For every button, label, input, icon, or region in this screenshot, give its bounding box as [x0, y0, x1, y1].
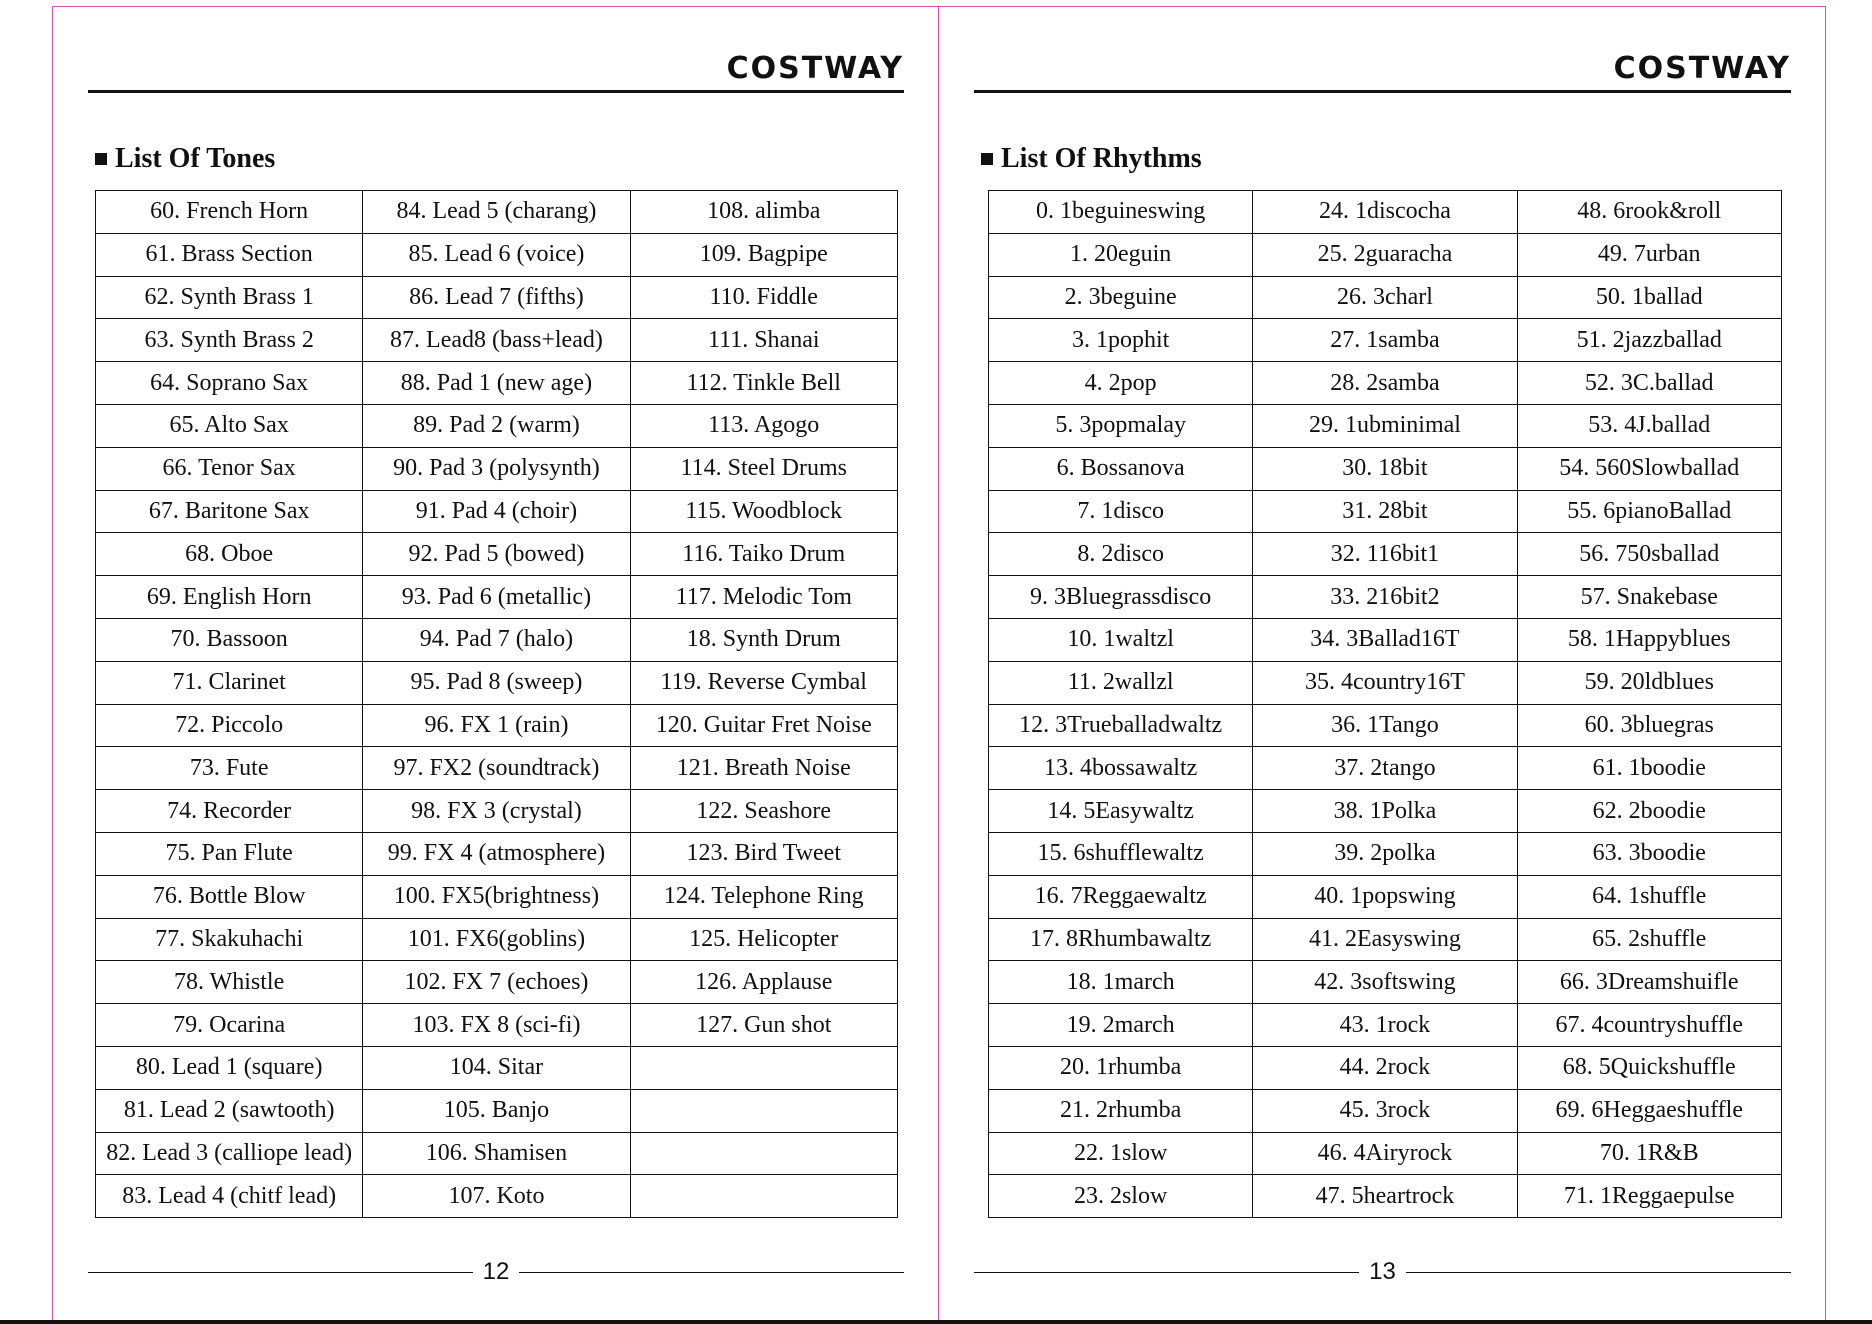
table-row: [96, 276, 898, 319]
table-cell: 55. 6pianoBallad: [1517, 490, 1781, 533]
table-cell: 86. Lead 7 (fifths): [363, 276, 630, 319]
table-row: [96, 1004, 898, 1047]
table-row: [989, 1089, 1782, 1132]
table-row: [96, 533, 898, 576]
table-cell: [630, 1132, 897, 1175]
rhythms-table-body: [989, 191, 1782, 1218]
table-cell: 124. Telephone Ring: [630, 875, 897, 918]
table-cell: [630, 1046, 897, 1089]
table-cell: 116. Taiko Drum: [630, 533, 897, 576]
page-number: 12: [482, 1258, 510, 1285]
footer-rule-left: [974, 1272, 1359, 1273]
table-row: [96, 704, 898, 747]
table-cell: 77. Skakuhachi: [96, 918, 363, 961]
table-row: [989, 447, 1782, 490]
table-cell: 17. 8Rhumbawaltz: [989, 918, 1253, 961]
table-cell: 19. 2march: [989, 1004, 1253, 1047]
table-cell: 113. Agogo: [630, 404, 897, 447]
table-row: [96, 233, 898, 276]
table-cell: 120. Guitar Fret Noise: [630, 704, 897, 747]
table-cell: 60. French Horn: [96, 191, 363, 234]
table-row: [989, 961, 1782, 1004]
table-cell: 69. 6Heggaeshuffle: [1517, 1089, 1781, 1132]
table-cell: 21. 2rhumba: [989, 1089, 1253, 1132]
table-cell: 95. Pad 8 (sweep): [363, 661, 630, 704]
header-rule: [88, 90, 904, 93]
table-row: [96, 1089, 898, 1132]
table-cell: 114. Steel Drums: [630, 447, 897, 490]
table-cell: 122. Seashore: [630, 790, 897, 833]
table-cell: 61. 1boodie: [1517, 747, 1781, 790]
table-cell: 60. 3bluegras: [1517, 704, 1781, 747]
table-cell: 42. 3softswing: [1253, 961, 1517, 1004]
table-cell: 46. 4Airyrock: [1253, 1132, 1517, 1175]
table-cell: 127. Gun shot: [630, 1004, 897, 1047]
table-cell: 14. 5Easywaltz: [989, 790, 1253, 833]
table-cell: 76. Bottle Blow: [96, 875, 363, 918]
table-row: [96, 618, 898, 661]
section-title-tones: [95, 143, 275, 175]
table-cell: 75. Pan Flute: [96, 832, 363, 875]
table-cell: 119. Reverse Cymbal: [630, 661, 897, 704]
table-cell: 91. Pad 4 (choir): [363, 490, 630, 533]
table-row: [989, 875, 1782, 918]
table-cell: 39. 2polka: [1253, 832, 1517, 875]
table-cell: 25. 2guaracha: [1253, 233, 1517, 276]
table-cell: 105. Banjo: [363, 1089, 630, 1132]
table-cell: 6. Bossanova: [989, 447, 1253, 490]
table-cell: 50. 1ballad: [1517, 276, 1781, 319]
table-row: [989, 490, 1782, 533]
table-row: [96, 747, 898, 790]
table-cell: 31. 28bit: [1253, 490, 1517, 533]
tones-table-body: [96, 191, 898, 1218]
table-cell: 72. Piccolo: [96, 704, 363, 747]
table-row: [96, 1132, 898, 1175]
table-cell: 64. Soprano Sax: [96, 362, 363, 405]
section-title-rhythms: [981, 143, 1202, 175]
left-page: [52, 6, 939, 1322]
table-row: [989, 319, 1782, 362]
table-cell: 32. 116bit1: [1253, 533, 1517, 576]
table-cell: 79. Ocarina: [96, 1004, 363, 1047]
table-cell: 1. 20eguin: [989, 233, 1253, 276]
table-cell: 52. 3C.ballad: [1517, 362, 1781, 405]
table-cell: 63. 3boodie: [1517, 832, 1781, 875]
footer-rule-right: [1406, 1272, 1791, 1273]
table-cell: 5. 3popmalay: [989, 404, 1253, 447]
table-cell: 7. 1disco: [989, 490, 1253, 533]
table-cell: 59. 20ldblues: [1517, 661, 1781, 704]
table-cell: 62. 2boodie: [1517, 790, 1781, 833]
table-cell: 10. 1waltzl: [989, 618, 1253, 661]
table-row: [989, 661, 1782, 704]
table-cell: 62. Synth Brass 1: [96, 276, 363, 319]
tones-table: [95, 190, 898, 1218]
table-cell: 92. Pad 5 (bowed): [363, 533, 630, 576]
bottom-band: [0, 1320, 1872, 1324]
table-row: [96, 1175, 898, 1218]
table-cell: 35. 4country16T: [1253, 661, 1517, 704]
table-row: [989, 1004, 1782, 1047]
table-row: [96, 661, 898, 704]
page-footer: [88, 1257, 904, 1287]
table-cell: 4. 2pop: [989, 362, 1253, 405]
table-cell: 85. Lead 6 (voice): [363, 233, 630, 276]
table-cell: 51. 2jazzballad: [1517, 319, 1781, 362]
table-cell: 38. 1Polka: [1253, 790, 1517, 833]
table-cell: 112. Tinkle Bell: [630, 362, 897, 405]
table-row: [96, 447, 898, 490]
table-cell: 30. 18bit: [1253, 447, 1517, 490]
table-cell: 69. English Horn: [96, 576, 363, 619]
table-cell: 106. Shamisen: [363, 1132, 630, 1175]
table-cell: 34. 3Ballad16T: [1253, 618, 1517, 661]
table-cell: 41. 2Easyswing: [1253, 918, 1517, 961]
table-row: [96, 832, 898, 875]
table-cell: 24. 1discocha: [1253, 191, 1517, 234]
table-cell: 37. 2tango: [1253, 747, 1517, 790]
table-cell: 126. Applause: [630, 961, 897, 1004]
table-cell: 3. 1pophit: [989, 319, 1253, 362]
tones-title-text: List Of Tones: [115, 143, 276, 174]
table-cell: 67. Baritone Sax: [96, 490, 363, 533]
table-cell: 88. Pad 1 (new age): [363, 362, 630, 405]
table-cell: 87. Lead8 (bass+lead): [363, 319, 630, 362]
table-row: [989, 576, 1782, 619]
table-cell: 94. Pad 7 (halo): [363, 618, 630, 661]
right-page: [938, 6, 1826, 1322]
table-cell: 66. 3Dreamshuifle: [1517, 961, 1781, 1004]
table-cell: 49. 7urban: [1517, 233, 1781, 276]
table-cell: 107. Koto: [363, 1175, 630, 1218]
table-cell: 18. 1march: [989, 961, 1253, 1004]
table-cell: 93. Pad 6 (metallic): [363, 576, 630, 619]
table-cell: 80. Lead 1 (square): [96, 1046, 363, 1089]
table-cell: 65. 2shuffle: [1517, 918, 1781, 961]
table-row: [989, 618, 1782, 661]
rhythms-title-text: List Of Rhythms: [1001, 143, 1202, 174]
table-cell: 0. 1beguineswing: [989, 191, 1253, 234]
table-cell: 98. FX 3 (crystal): [363, 790, 630, 833]
table-cell: 47. 5heartrock: [1253, 1175, 1517, 1218]
table-cell: 71. Clarinet: [96, 661, 363, 704]
table-cell: 73. Fute: [96, 747, 363, 790]
table-cell: 70. Bassoon: [96, 618, 363, 661]
table-row: [96, 875, 898, 918]
table-cell: 71. 1Reggaepulse: [1517, 1175, 1781, 1218]
rhythms-table: [988, 190, 1782, 1218]
table-row: [989, 404, 1782, 447]
table-cell: 99. FX 4 (atmosphere): [363, 832, 630, 875]
table-cell: 58. 1Happyblues: [1517, 618, 1781, 661]
table-cell: 109. Bagpipe: [630, 233, 897, 276]
table-cell: 57. Snakebase: [1517, 576, 1781, 619]
table-cell: 111. Shanai: [630, 319, 897, 362]
square-bullet-icon: [95, 153, 107, 165]
table-row: [989, 832, 1782, 875]
table-cell: 117. Melodic Tom: [630, 576, 897, 619]
table-cell: 13. 4bossawaltz: [989, 747, 1253, 790]
table-cell: 26. 3charl: [1253, 276, 1517, 319]
table-cell: 100. FX5(brightness): [363, 875, 630, 918]
square-bullet-icon: [981, 153, 993, 165]
page-number: 13: [1369, 1258, 1396, 1285]
table-cell: 28. 2samba: [1253, 362, 1517, 405]
brand-logo: COSTWAY: [1613, 51, 1791, 86]
table-cell: 11. 2wallzl: [989, 661, 1253, 704]
table-cell: 108. alimba: [630, 191, 897, 234]
table-cell: 68. Oboe: [96, 533, 363, 576]
table-cell: 27. 1samba: [1253, 319, 1517, 362]
table-cell: 68. 5Quickshuffle: [1517, 1046, 1781, 1089]
table-cell: 81. Lead 2 (sawtooth): [96, 1089, 363, 1132]
table-cell: 45. 3rock: [1253, 1089, 1517, 1132]
table-row: [989, 1132, 1782, 1175]
table-cell: 67. 4countryshuffle: [1517, 1004, 1781, 1047]
table-row: [96, 1046, 898, 1089]
table-cell: 97. FX2 (soundtrack): [363, 747, 630, 790]
table-cell: 44. 2rock: [1253, 1046, 1517, 1089]
table-cell: 15. 6shufflewaltz: [989, 832, 1253, 875]
table-cell: 83. Lead 4 (chitf lead): [96, 1175, 363, 1218]
table-cell: 89. Pad 2 (warm): [363, 404, 630, 447]
table-row: [96, 490, 898, 533]
table-cell: 110. Fiddle: [630, 276, 897, 319]
table-row: [989, 191, 1782, 234]
footer-rule-right: [519, 1272, 904, 1273]
table-cell: 33. 216bit2: [1253, 576, 1517, 619]
footer-rule-left: [88, 1272, 473, 1273]
table-cell: 63. Synth Brass 2: [96, 319, 363, 362]
table-row: [96, 362, 898, 405]
table-row: [96, 961, 898, 1004]
table-cell: 56. 750sballad: [1517, 533, 1781, 576]
table-row: [96, 790, 898, 833]
table-row: [989, 533, 1782, 576]
table-cell: 65. Alto Sax: [96, 404, 363, 447]
table-row: [989, 362, 1782, 405]
table-cell: 53. 4J.ballad: [1517, 404, 1781, 447]
table-cell: 40. 1popswing: [1253, 875, 1517, 918]
table-cell: 61. Brass Section: [96, 233, 363, 276]
table-cell: 104. Sitar: [363, 1046, 630, 1089]
table-cell: 54. 560Slowballad: [1517, 447, 1781, 490]
table-row: [96, 576, 898, 619]
table-row: [96, 191, 898, 234]
table-cell: 36. 1Tango: [1253, 704, 1517, 747]
table-cell: 103. FX 8 (sci-fi): [363, 1004, 630, 1047]
table-row: [989, 1046, 1782, 1089]
table-row: [989, 704, 1782, 747]
table-cell: 20. 1rhumba: [989, 1046, 1253, 1089]
table-row: [989, 1175, 1782, 1218]
table-cell: 18. Synth Drum: [630, 618, 897, 661]
table-cell: 22. 1slow: [989, 1132, 1253, 1175]
table-row: [989, 790, 1782, 833]
table-cell: 90. Pad 3 (polysynth): [363, 447, 630, 490]
table-cell: 121. Breath Noise: [630, 747, 897, 790]
table-cell: 84. Lead 5 (charang): [363, 191, 630, 234]
table-row: [989, 747, 1782, 790]
table-cell: 16. 7Reggaewaltz: [989, 875, 1253, 918]
table-row: [96, 319, 898, 362]
table-row: [989, 918, 1782, 961]
table-cell: 115. Woodblock: [630, 490, 897, 533]
table-cell: 78. Whistle: [96, 961, 363, 1004]
table-cell: 101. FX6(goblins): [363, 918, 630, 961]
table-cell: 70. 1R&B: [1517, 1132, 1781, 1175]
table-cell: 125. Helicopter: [630, 918, 897, 961]
table-row: [989, 276, 1782, 319]
brand-logo: COSTWAY: [726, 51, 904, 86]
table-cell: 102. FX 7 (echoes): [363, 961, 630, 1004]
table-cell: 123. Bird Tweet: [630, 832, 897, 875]
table-cell: 82. Lead 3 (calliope lead): [96, 1132, 363, 1175]
table-cell: [630, 1175, 897, 1218]
table-cell: [630, 1089, 897, 1132]
table-cell: 12. 3Trueballadwaltz: [989, 704, 1253, 747]
table-cell: 9. 3Bluegrassdisco: [989, 576, 1253, 619]
table-cell: 74. Recorder: [96, 790, 363, 833]
table-cell: 23. 2slow: [989, 1175, 1253, 1218]
table-row: [96, 404, 898, 447]
table-cell: 2. 3beguine: [989, 276, 1253, 319]
table-row: [989, 233, 1782, 276]
table-cell: 8. 2disco: [989, 533, 1253, 576]
table-row: [96, 918, 898, 961]
table-cell: 29. 1ubminimal: [1253, 404, 1517, 447]
header-rule: [974, 90, 1791, 93]
table-cell: 64. 1shuffle: [1517, 875, 1781, 918]
table-cell: 96. FX 1 (rain): [363, 704, 630, 747]
table-cell: 66. Tenor Sax: [96, 447, 363, 490]
table-cell: 43. 1rock: [1253, 1004, 1517, 1047]
page-footer: [974, 1257, 1791, 1287]
table-cell: 48. 6rook&roll: [1517, 191, 1781, 234]
